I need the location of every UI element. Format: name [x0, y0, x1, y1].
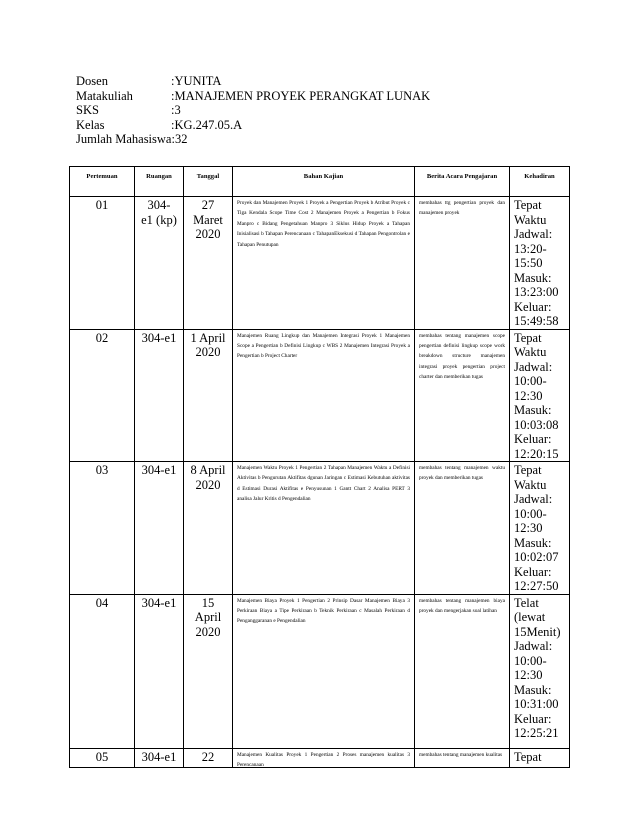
berita-acara-text: membahas ttg pengertian proyek dan manajemen proyek	[419, 200, 505, 217]
ruangan-line: 304-	[147, 198, 171, 212]
cell-ruangan	[135, 329, 184, 462]
table-row	[70, 197, 570, 330]
cell-bahan-kajian	[233, 748, 415, 767]
cell-pertemuan: 01	[70, 197, 135, 330]
cell-tanggal	[184, 462, 233, 595]
col-header-kehadiran: Kehadiran	[510, 167, 570, 197]
cell-bahan-kajian	[233, 462, 415, 595]
jumlah-value: :32	[171, 132, 188, 147]
kehadiran-line: Keluar:	[514, 711, 552, 726]
cell-tanggal	[184, 594, 233, 748]
cell-tanggal	[184, 197, 233, 330]
berita-acara-text: membahas tentang manajemen kualitas	[419, 751, 503, 758]
tanggal-line: 1 April	[190, 330, 226, 345]
cell-pertemuan: 02	[70, 329, 135, 462]
col-header-tanggal: Tanggal	[184, 167, 233, 197]
table-header-row	[70, 167, 570, 197]
cell-ruangan	[135, 594, 184, 748]
col-header-berita-acara: Berita Acara Pengajaran	[415, 167, 510, 197]
tanggal-line: Maret	[193, 212, 223, 227]
kehadiran-line: Jadwal:	[514, 492, 553, 506]
berita-acara-text: membahas tentang manajemen biaya proyek dan mengerjakan soal latihan	[419, 597, 505, 614]
cell-pertemuan: 03	[70, 462, 135, 595]
ruangan-line: e1 (kp)	[141, 212, 177, 227]
kehadiran-line: 10:00-	[514, 374, 547, 388]
ruangan-line: 304-e1	[141, 463, 177, 477]
bahan-kajian-text: Manajemen Biaya Proyek 1 Pengertian 2 Prinsip Dasar Manajemen Biaya 3 Perkiraan Biaya a Tipe Perkiraan b Teknik Perkiraan c Masalah Perkiraan d Penganggaranan e Pengendalian	[237, 597, 410, 625]
ruangan-line: 304-e1	[141, 749, 177, 764]
kehadiran-line: 10:00-	[514, 506, 547, 521]
kehadiran-line: 12:30	[514, 521, 543, 535]
cell-kehadiran	[510, 594, 570, 748]
berita-acara-text: membahas tentang manajemen scope pengertian definisi lingkup scope work breakdown structure manajemen integrasi proyek pengertian project charter dan memberikan tugas	[419, 332, 505, 381]
cell-ruangan	[135, 197, 184, 330]
kehadiran-line: 15:50	[514, 256, 543, 270]
kehadiran-line: 12:30	[514, 388, 543, 403]
kehadiran-line: (lewat	[514, 610, 546, 624]
tanggal-line: 2020	[195, 624, 221, 639]
cell-tanggal	[184, 748, 233, 767]
tanggal-line: 2020	[195, 477, 221, 492]
attendance-table	[69, 166, 570, 768]
bahan-kajian-text: Manajemen Waktu Proyek 1 Pengertian 2 Tahapan Manajemen Waktu a Definisi Aktivitas b Pengurutan Aktifitas dgunan Jaringan c Estimasi Kebutuhan aktivitas d Estimasi Durasi Aktifitas e Penyusunan 1 Gantt Chart 2 Analisa PERT 3 analisa Jalur Kritis d Pengendalian	[237, 465, 410, 503]
matakuliah-label: Matakuliah	[76, 88, 133, 103]
cell-bahan-kajian	[233, 329, 415, 462]
cell-ruangan	[135, 748, 184, 767]
kelas-value: :KG.247.05.A	[171, 117, 243, 132]
cell-kehadiran	[510, 329, 570, 462]
table-row	[70, 329, 570, 462]
kehadiran-line: Keluar:	[514, 564, 552, 579]
kehadiran-line: 10:02:07	[514, 550, 559, 564]
kehadiran-line: 13:20-	[514, 241, 547, 256]
jumlah-row	[76, 132, 430, 147]
cell-bahan-kajian	[233, 594, 415, 748]
kehadiran-line: 12:30	[514, 668, 543, 682]
matakuliah-value: :MANAJEMEN PROYEK PERANGKAT LUNAK	[171, 88, 431, 103]
col-header-ruangan: Ruangan	[135, 167, 184, 197]
cell-kehadiran	[510, 197, 570, 330]
kehadiran-line: 10:00-	[514, 653, 547, 668]
kehadiran-line: 10:03:08	[514, 417, 559, 432]
kehadiran-line: 13:23:00	[514, 285, 559, 299]
cell-berita-acara	[415, 594, 510, 748]
kehadiran-line: Keluar:	[514, 299, 552, 314]
kehadiran-line: Tepat	[514, 330, 542, 345]
tanggal-line: April	[194, 610, 222, 624]
kelas-label: Kelas	[76, 117, 105, 132]
kehadiran-line: Masuk:	[514, 682, 552, 697]
bahan-kajian-text: Manajemen Ruang Lingkup dan Manajemen Integrasi Proyek 1 Manajemen Scope a Pengertian b Definisi Lingkup c WBS 2 Manajemen Integrasi Proyek a Pengertian b Project Charter	[237, 332, 410, 360]
table-row	[70, 748, 570, 767]
kelas-row	[76, 118, 430, 133]
matakuliah-row	[76, 89, 430, 104]
kehadiran-line: Jadwal:	[514, 227, 553, 241]
cell-berita-acara	[415, 462, 510, 595]
sks-row	[76, 103, 430, 118]
course-header	[76, 74, 430, 147]
cell-kehadiran	[510, 748, 570, 767]
tanggal-line: 27	[201, 198, 215, 212]
kehadiran-line: Telat	[514, 595, 539, 610]
tanggal-line: 22	[201, 749, 215, 764]
cell-pertemuan: 04	[70, 594, 135, 748]
cell-bahan-kajian	[233, 197, 415, 330]
kehadiran-line: Tepat	[514, 463, 542, 477]
kehadiran-line: 15Menit)	[514, 624, 561, 639]
bahan-kajian-text: Manajemen Kualitas Proyek 1 Pengertian 2 Proses manajemen kualitas 3 Perencanaan	[237, 751, 410, 768]
ruangan-line: 304-e1	[141, 330, 177, 345]
ruangan-line: 304-e1	[141, 595, 177, 610]
tanggal-line: 2020	[195, 345, 221, 359]
kehadiran-line: 12:25:21	[514, 726, 559, 740]
cell-berita-acara	[415, 329, 510, 462]
sks-value: :3	[171, 103, 181, 118]
tanggal-line: 2020	[195, 227, 221, 241]
kehadiran-line: Waktu	[514, 212, 547, 227]
dosen-row	[76, 74, 430, 89]
table-row	[70, 594, 570, 748]
cell-tanggal	[184, 329, 233, 462]
cell-ruangan	[135, 462, 184, 595]
kehadiran-line: Waktu	[514, 477, 547, 492]
tanggal-line: 15	[201, 595, 215, 610]
kehadiran-line: Masuk:	[514, 270, 552, 285]
kehadiran-line: Masuk:	[514, 403, 552, 417]
kehadiran-line: Jadwal:	[514, 359, 553, 374]
kehadiran-line: Tepat	[514, 749, 542, 764]
cell-berita-acara	[415, 748, 510, 767]
sks-label: SKS	[76, 103, 99, 118]
kehadiran-line: Keluar:	[514, 432, 552, 446]
cell-kehadiran	[510, 462, 570, 595]
dosen-value: :YUNITA	[171, 74, 222, 88]
bahan-kajian-text: Proyek dan Manajemen Proyek 1 Proyek a Pengertian Proyek b Atribut Proyek c Tiga Kendala Scope Time Cost 2 Manajemen Proyek a Pengertian b Fokus Manpro c Bidang Pengetahuan Manpro 3 Siklus Hidup Proyek a Tahapan Inisialisasi b Tahapan Perencanaan c TahapanEksekusi d Tahapan Pengontrolan e Tahapan Penutupan	[237, 200, 410, 248]
berita-acara-text: membahas tentang manajemen waktu proyek dan memberikan tugas	[419, 465, 505, 482]
dosen-label: Dosen	[76, 74, 108, 88]
kehadiran-line: Masuk:	[514, 535, 552, 550]
tanggal-line: 8 April	[190, 463, 226, 477]
kehadiran-line: Tepat	[514, 198, 542, 212]
kehadiran-line: 15:49:58	[514, 314, 559, 328]
kehadiran-line: Jadwal:	[514, 639, 553, 653]
col-header-pertemuan: Pertemuan	[70, 167, 135, 197]
kehadiran-line: Waktu	[514, 345, 547, 359]
kehadiran-line: 12:27:50	[514, 579, 559, 593]
kehadiran-line: 12:20:15	[514, 446, 559, 461]
col-header-bahan-kajian: Bahan Kajian	[233, 167, 415, 197]
kehadiran-line: 10:31:00	[514, 697, 559, 711]
cell-berita-acara	[415, 197, 510, 330]
jumlah-label: Jumlah Mahasiswa	[76, 132, 172, 147]
cell-pertemuan: 05	[70, 748, 135, 767]
table-row	[70, 462, 570, 595]
